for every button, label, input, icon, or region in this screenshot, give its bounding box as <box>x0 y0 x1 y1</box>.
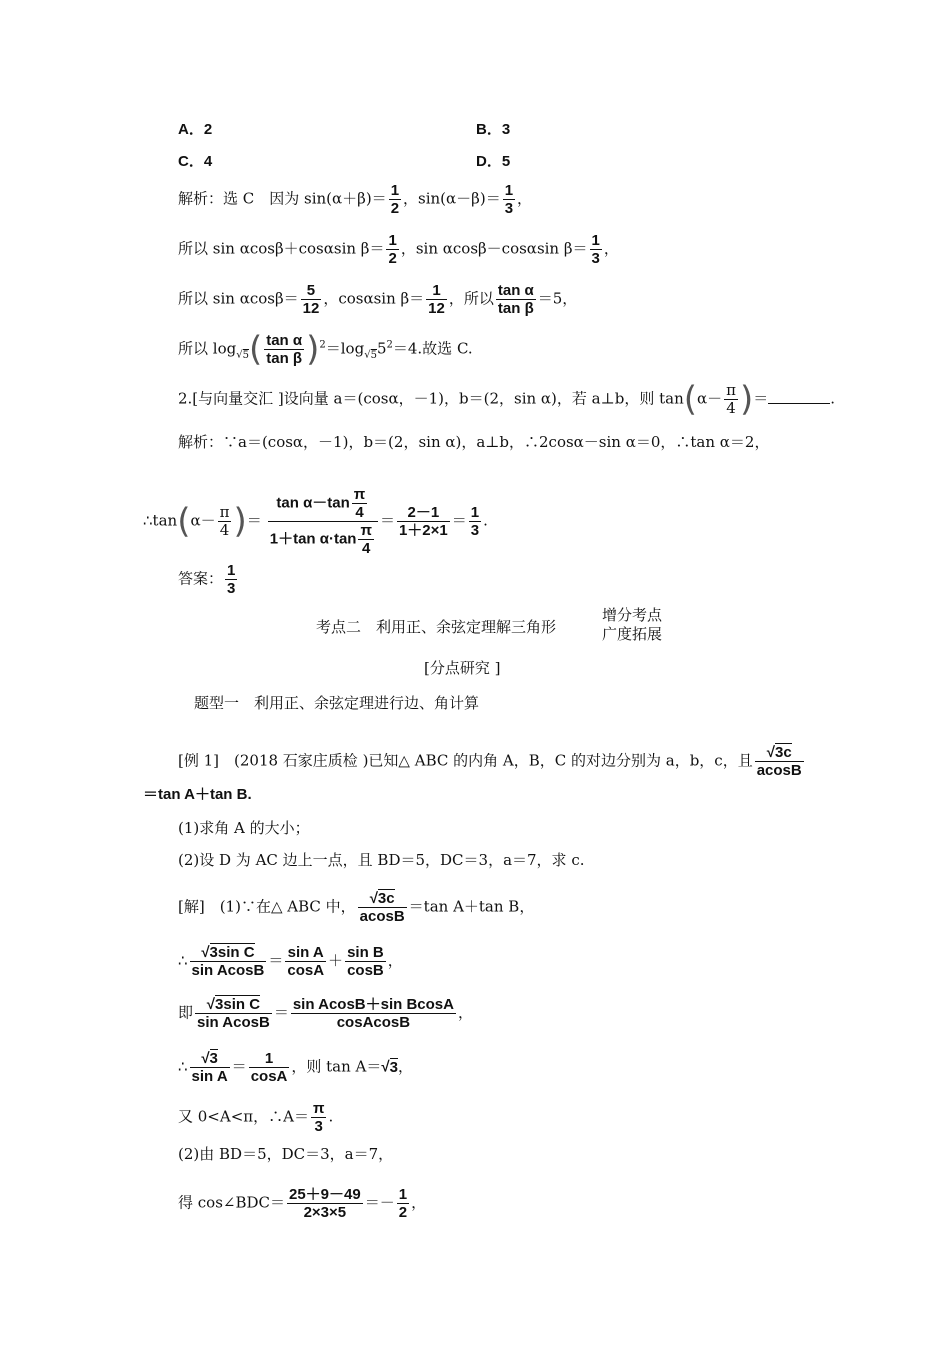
solution-step4: ∴ $\frac{√3}{\text{sin A}}$ ＝ $\frac{1}{\cos A}$ ，则 tan A＝√3， <box>178 1050 413 1085</box>
solution-step7: 得 cos∠BDC＝ $\frac{25+9-49}{2\times 3\times 5}$ ＝－ $\frac{1}{2}$ ， <box>178 1186 427 1221</box>
solution1-line4: 所以 $\log_{√5}$( $\frac{\text{tan α}}{\text{tan β}}$ )$^2=\log_{√5}5^2=4$.故选 C. <box>178 329 473 370</box>
solution-step5: 又 0<A<π，∴A＝ $\frac{\pi}{3}$ . <box>178 1100 334 1135</box>
question2-solution-line1: 解析：∵a＝(cosα，－1)，b＝(2，sin α)，a⊥b，∴2cosα－sin α＝0，∴tan α＝2， <box>178 433 770 451</box>
solution-step2: ∴ $\frac{\text{√3sin C}}{\text{sin AcosB}}$ ＝ $\frac{\text{sin A}}{\cos A}$ ＋ $\frac{\text{sin B}}{\cos B}$ ， <box>178 944 403 979</box>
section-subtitle: [分点研究 ] <box>424 659 501 677</box>
option-a: A．2 <box>178 121 213 138</box>
section-title: 考点二 利用正、余弦定理解三角形 <box>316 618 557 636</box>
solution1-line3: 所以 sin αcosβ＝ $\frac{5}{12}$ ，cosαsin β＝ $\frac{1}{12}$ ，所以 $\frac{\text{tan α}}{\text{tan β}}$ ＝5， <box>178 282 578 317</box>
question2-answer: 答案： $\frac{1}{3}$ <box>178 562 236 597</box>
solution-step3: 即 $\frac{\text{√3sin C}}{\text{sin AcosB}}$ ＝ $\frac{\text{sin AcosB＋sin BcosA}}{\text{cosAcosB}}$ ， <box>178 996 473 1031</box>
solution-step6: (2)由 BD＝5，DC＝3，a＝7， <box>178 1145 394 1163</box>
solution1-line2: 所以 sin αcosβ＋cosαsin β＝ $\frac{1}{2}$ ，sin αcosβ－cosαsin β＝ $\frac{1}{3}$ ， <box>178 232 619 267</box>
option-d: D．5 <box>476 153 511 170</box>
question2-solution-line2: ∴tan(α－ $\frac{\pi}{4}$ )＝ tan α－tan $\frac{\pi}{4}$ 1＋tan α·tan $\frac{\pi}{4}$ ＝ $\frac{2-1}{1+2\times 1}$ ＝ $\frac{1}{3}$ . <box>143 486 488 557</box>
example1-stem-cont: ＝tan A＋tan B. <box>143 786 252 803</box>
solution1-line1: 解析：选 C 因为 sin(α＋β)＝ $\frac{1}{2}$ ，sin(α－β)＝ $\frac{1}{3}$ ， <box>178 182 533 217</box>
example1-part1: (1)求角 A 的大小； <box>178 819 310 837</box>
section-tag-1: 增分考点 <box>602 606 663 624</box>
solution-step1: [解] (1)∵在△ ABC 中， $\frac{√3c}{acosB}$ ＝tan A＋tan B， <box>178 890 535 925</box>
question-type-heading: 题型一 利用正、余弦定理进行边、角计算 <box>194 694 480 712</box>
question2-stem: 2.[与向量交汇 ]设向量 a＝(cosα，－1)，b＝(2，sin α)，若 a⊥b，则 tan(α－ $\frac{\pi}{4}$ )＝ . <box>178 379 836 420</box>
answer-blank <box>768 403 830 404</box>
option-c: C．4 <box>178 153 213 170</box>
option-b: B．3 <box>476 121 511 138</box>
example1-stem: [例 1] (2018 石家庄质检 )已知△ ABC 的内角 A，B，C 的对边分别为 a，b，c，且 $\frac{√3c}{acosB}$ <box>178 744 802 779</box>
example1-part2: (2)设 D 为 AC 边上一点，且 BD＝5，DC＝3，a＝7，求 c. <box>178 851 585 869</box>
section-tag-2: 广度拓展 <box>602 625 663 643</box>
